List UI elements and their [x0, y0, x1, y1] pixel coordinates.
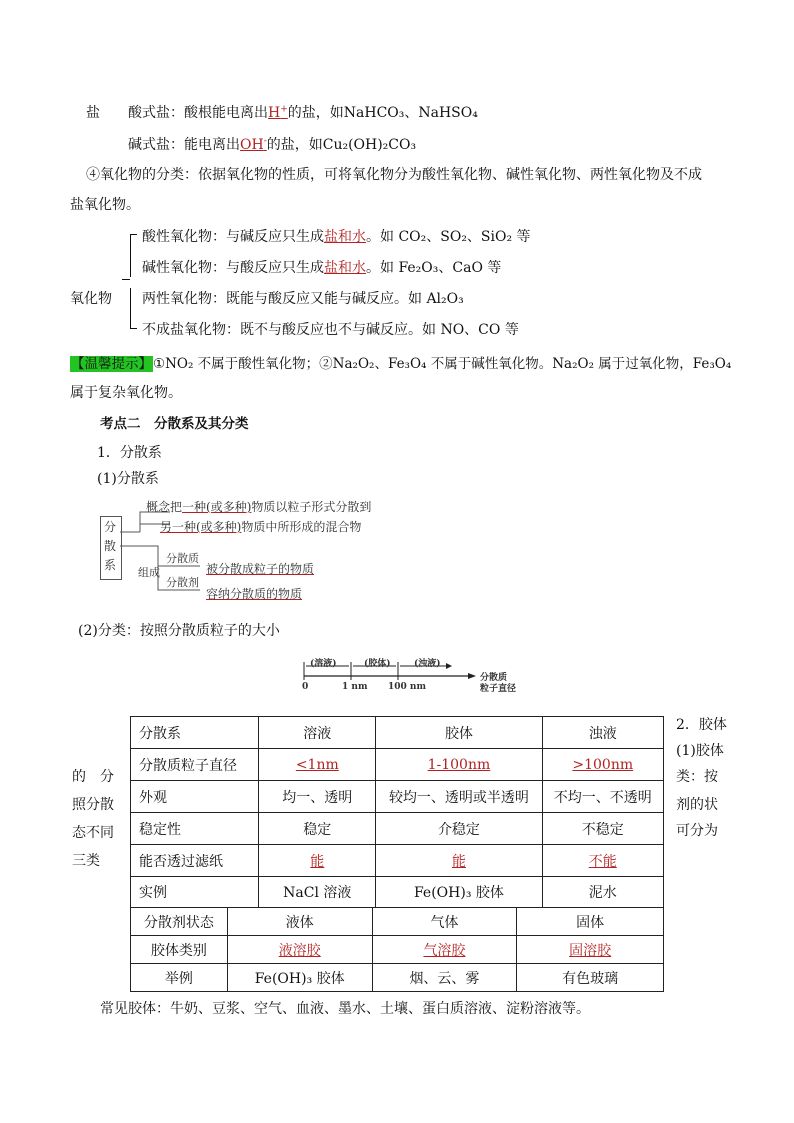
side-right-3: 类：按 — [676, 769, 718, 785]
scale-tick-0: 0 — [302, 682, 309, 692]
oxide-brace-tip — [122, 279, 130, 280]
table-cell: 分散质粒子直径 — [131, 749, 259, 781]
acidic-oxide-key: 盐和水 — [324, 229, 366, 245]
table-cell: 较均一、透明或半透明 — [376, 781, 542, 813]
diagram-concept-line2: 另一种(或多种)物质中所形成的混合物 — [160, 520, 362, 534]
table-cell: 固体 — [517, 908, 664, 936]
table-cell: 液溶胶 — [227, 936, 372, 964]
diagram-medium-label: 分散剂 — [166, 576, 199, 589]
table-row — [131, 908, 664, 936]
diagram-composition-label: 组成 — [138, 566, 160, 579]
table-row — [131, 877, 664, 908]
basic-salt-examples: Cu₂(OH)₂CO₃ — [322, 137, 417, 153]
diagram-dispersed-desc: 被分散成粒子的物质 — [206, 562, 315, 576]
table-cell: 均一、透明 — [259, 781, 376, 813]
table-cell: 气体 — [372, 908, 517, 936]
basic-salt-line: 碱式盐：能电离出OH-的盐，如Cu₂(OH)₂CO₃ — [128, 136, 417, 153]
acid-salt-examples: NaHCO₃、NaHSO₄ — [343, 105, 478, 121]
table-row — [131, 749, 664, 781]
tip-tag: 【温馨提示】 — [71, 356, 152, 372]
table-cell: 能否透过滤纸 — [131, 845, 259, 877]
tip-line1: 【温馨提示】①NO₂ 不属于酸性氧化物；②Na₂O₂、Fe₃O₄ 不属于碱性氧化物。Na₂O₂ 属于过氧化物，Fe₃O₄ — [71, 356, 732, 372]
oxide-intro-line1: ④氧化物的分类：依据氧化物的性质，可将氧化物分为酸性氧化物、碱性氧化物、两性氧化物及不成 — [86, 167, 702, 183]
basic-salt-ion: OH- — [240, 136, 267, 153]
common-colloids: 常见胶体：牛奶、豆浆、空气、血液、墨水、土壤、蛋白质溶液、淀粉溶液等。 — [100, 1001, 590, 1017]
table-row — [131, 781, 664, 813]
scale-tick-2: 100 nm — [388, 682, 426, 692]
scale-seg2: (胶体) — [364, 659, 391, 669]
acidic-oxide: 酸性氧化物：与碱反应只生成盐和水。如 CO₂、SO₂、SiO₂ 等 — [142, 229, 531, 245]
table-cell: >100nm — [542, 749, 663, 781]
amphoteric-oxide: 两性氧化物：既能与酸反应又能与碱反应。如 Al₂O₃ — [142, 291, 464, 307]
table-cell: 外观 — [131, 781, 259, 813]
table-cell: 胶体类别 — [131, 936, 228, 964]
table-header-cell: 胶体 — [376, 717, 542, 749]
table-cell: NaCl 溶液 — [259, 877, 376, 908]
table-cell: 固溶胶 — [517, 936, 664, 964]
table-cell: 举例 — [131, 964, 228, 992]
table-cell: Fe(OH)₃ 胶体 — [227, 964, 372, 992]
scale-axis-label2: 粒子直径 — [480, 684, 517, 694]
side-left-2: 照分散 — [72, 797, 114, 813]
table-cell: 能 — [259, 845, 376, 877]
table-cell: <1nm — [259, 749, 376, 781]
table-row — [131, 964, 664, 992]
table-header-cell: 分散系 — [131, 717, 259, 749]
classify-title: (2)分类：按照分散质粒子的大小 — [78, 623, 280, 639]
diagram-dispersed-label: 分散质 — [166, 552, 199, 565]
acid-salt-label: 酸式盐：酸根能电离出 — [128, 105, 268, 121]
neutral-oxide: 不成盐氧化物：既不与酸反应也不与碱反应。如 NO、CO 等 — [142, 322, 519, 338]
side-right-4: 剂的状 — [676, 797, 718, 813]
colloid-table — [130, 907, 664, 992]
diagram-box-text: 分散系 — [104, 520, 117, 572]
section-sub1a: (1)分散系 — [97, 471, 159, 487]
diagram-concept-line1: 概念把一种(或多种)物质以粒子形式分散到 — [146, 500, 372, 514]
table-cell: 液体 — [227, 908, 372, 936]
side-left-3: 态不同 — [72, 825, 114, 841]
acid-salt-line: 酸式盐：酸根能电离出H+的盐，如NaHCO₃、NaHSO₄ — [128, 104, 478, 121]
tip-line2: 属于复杂氧化物。 — [70, 385, 182, 401]
table-cell: 稳定性 — [131, 813, 259, 845]
table-cell: 能 — [376, 845, 542, 877]
table-cell: 介稳定 — [376, 813, 542, 845]
scale-axis-label1: 分散质 — [480, 673, 508, 683]
basic-oxide-key: 盐和水 — [324, 260, 366, 276]
table-cell: 1-100nm — [376, 749, 542, 781]
table-cell: 有色玻璃 — [517, 964, 664, 992]
scale-seg3: (浊液) — [414, 659, 441, 669]
table-cell: 稳定 — [259, 813, 376, 845]
table-row — [131, 936, 664, 964]
section-title: 考点二 分散系及其分类 — [100, 416, 249, 432]
section-sub1: 1．分散系 — [97, 445, 162, 461]
side-right-1: 2．胶体 — [676, 717, 727, 733]
oxide-brace-top — [130, 234, 137, 277]
side-left-1: 的 分 — [72, 769, 114, 785]
table-row — [131, 813, 664, 845]
table-cell: 不能 — [542, 845, 663, 877]
table-cell: 分散剂状态 — [131, 908, 228, 936]
table-header-cell: 溶液 — [259, 717, 376, 749]
table-cell: 烟、云、雾 — [372, 964, 517, 992]
basic-oxide: 碱性氧化物：与酸反应只生成盐和水。如 Fe₂O₃、CaO 等 — [142, 260, 502, 276]
table-header-row — [131, 717, 664, 749]
scale-seg1: (溶液) — [310, 659, 337, 669]
scale-tick-1: 1 nm — [342, 682, 368, 692]
salt-label: 盐 — [86, 105, 100, 121]
oxide-brace-bottom — [130, 288, 137, 329]
oxide-label: 氧化物 — [70, 291, 112, 307]
side-right-2: (1)胶体 — [676, 743, 724, 759]
oxide-intro-line2: 盐氧化物。 — [70, 197, 140, 213]
table-row — [131, 845, 664, 877]
table-cell: 泥水 — [542, 877, 663, 908]
table-cell: Fe(OH)₃ 胶体 — [376, 877, 542, 908]
table-cell: 实例 — [131, 877, 259, 908]
dispersion-table — [130, 716, 664, 908]
side-right-5: 可分为 — [676, 823, 718, 839]
table-cell: 气溶胶 — [372, 936, 517, 964]
acid-salt-ion: H+ — [268, 104, 288, 121]
diagram-medium-desc: 容纳分散质的物质 — [206, 587, 303, 601]
table-cell: 不均一、不透明 — [542, 781, 663, 813]
table-header-cell: 浊液 — [542, 717, 663, 749]
table-cell: 不稳定 — [542, 813, 663, 845]
side-left-4: 三类 — [72, 853, 100, 869]
basic-salt-label: 碱式盐：能电离出 — [128, 137, 240, 153]
